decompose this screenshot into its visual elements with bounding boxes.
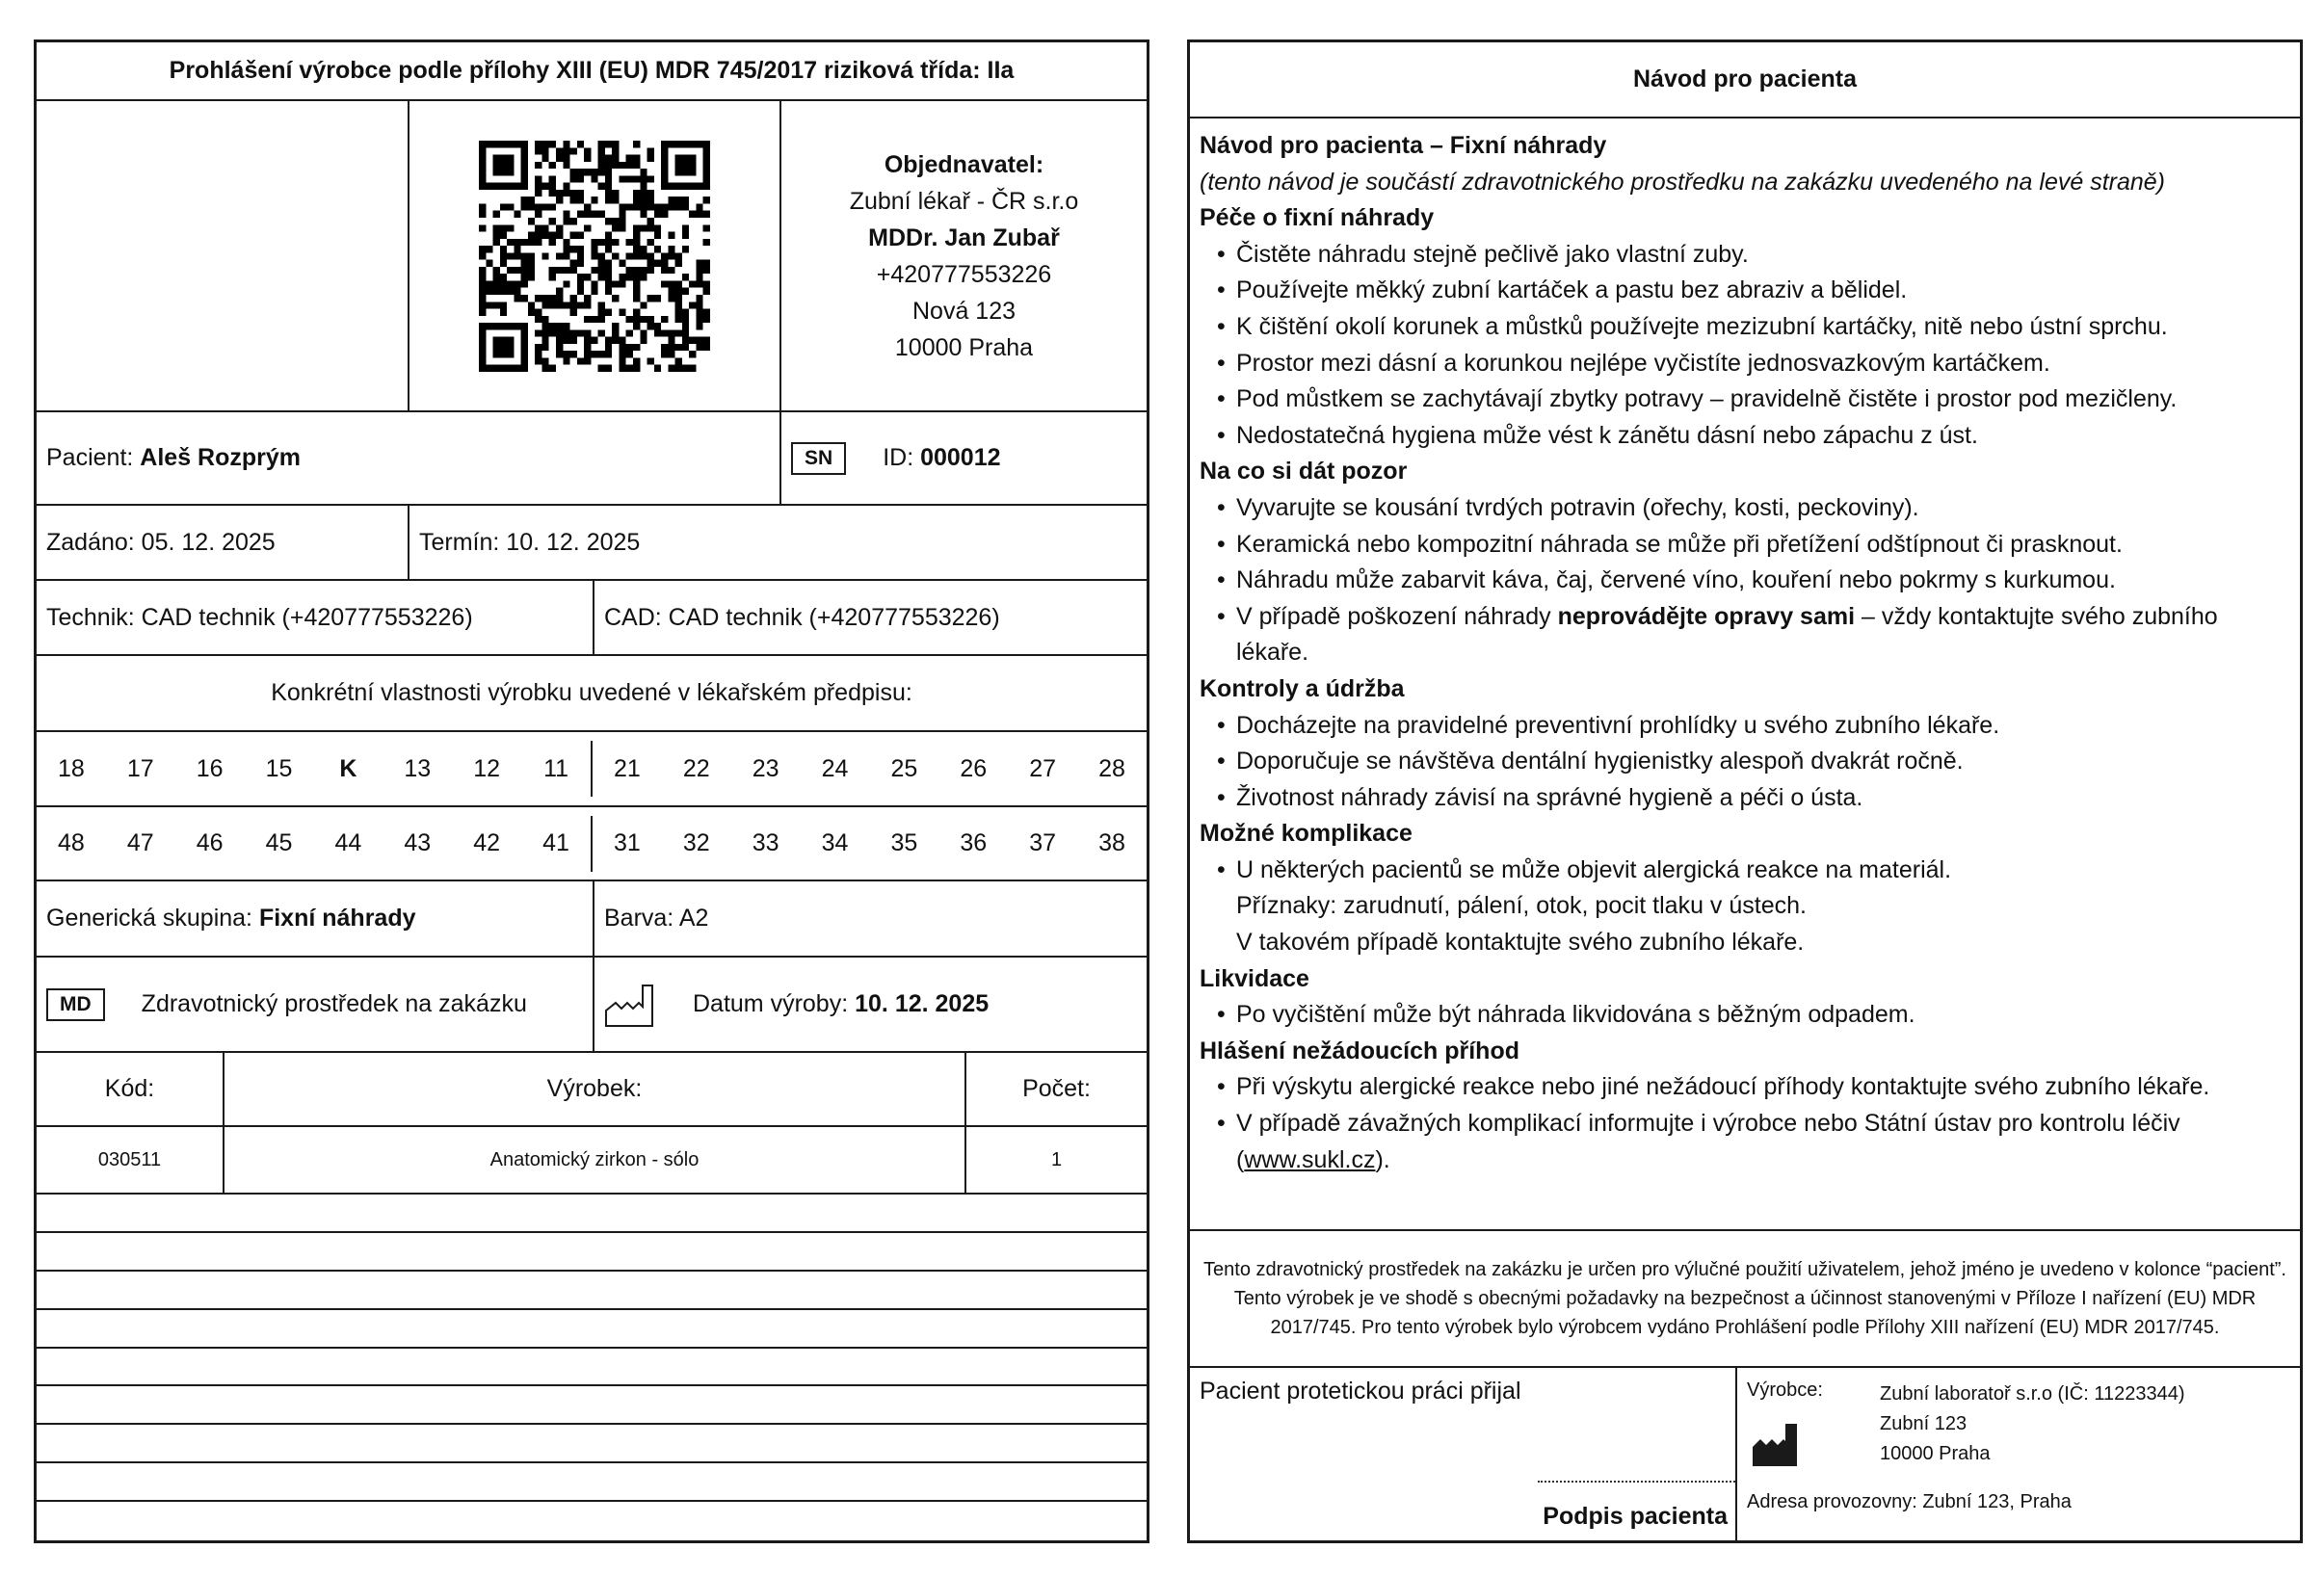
- declaration-panel: [34, 39, 1149, 1543]
- orderer-doctor: MDDr. Jan Zubař: [868, 223, 1060, 251]
- tooth-46[interactable]: 46: [196, 829, 224, 856]
- md-cell: [37, 958, 594, 1051]
- manufacture-date-icon: [604, 982, 656, 1028]
- shade-color: Barva: A2: [604, 905, 709, 932]
- guide-list-item: • Náhradu může zabarvit káva, čaj, červené víno, kouření nebo pokrmy s kurkumou.: [1200, 563, 2290, 599]
- table-row: [37, 1127, 1147, 1195]
- tooth-21[interactable]: 21: [614, 754, 641, 782]
- tooth-K[interactable]: K: [339, 754, 357, 782]
- empty-table-row[interactable]: [37, 1272, 1147, 1310]
- qr-code-icon: [479, 141, 710, 372]
- empty-table-row[interactable]: [37, 1349, 1147, 1387]
- warning-text-end: – vždy kontaktujte svého zubního: [1855, 602, 2218, 630]
- generic-label: Generická skupina:: [46, 905, 253, 932]
- md-badge-icon: MD: [46, 988, 105, 1021]
- sukl-link-line: [1200, 1143, 2290, 1179]
- technician-row: [37, 581, 1147, 656]
- orderer-company: Zubní lékař - ČR s.r.o: [849, 187, 1079, 215]
- product-code: 030511: [37, 1127, 224, 1193]
- teeth-upper-row: [37, 732, 1147, 807]
- tooth-13[interactable]: 13: [404, 754, 432, 782]
- guide-subtitle: (tento návod je součástí zdravotnického prostředku na zakázku uvedeného na levé straně): [1200, 168, 2166, 196]
- tooth-34[interactable]: 34: [821, 829, 849, 856]
- guide-list-item: • Keramická nebo kompozitní náhrada se může při přetížení odštípnout či prasknout.: [1200, 527, 2290, 564]
- tooth-38[interactable]: 38: [1098, 829, 1125, 856]
- tooth-35[interactable]: 35: [890, 829, 918, 856]
- manufacturer-city: 10000 Praha: [1880, 1443, 1991, 1464]
- empty-table-row[interactable]: [37, 1463, 1147, 1502]
- patient-label: Pacient:: [46, 444, 134, 471]
- orderer-block: [781, 101, 1147, 410]
- product-name: Anatomický zirkon - sólo: [224, 1127, 966, 1193]
- teeth-upper: [37, 732, 1147, 805]
- warning-continuation: lékaře.: [1236, 639, 1309, 667]
- signature-label: Podpis pacienta: [1543, 1503, 1728, 1530]
- guide-section-title: Likvidace: [1200, 964, 1309, 992]
- orderer-label: Objednavatel:: [884, 150, 1044, 178]
- qr-section: [37, 101, 1147, 412]
- col-product: Výrobek:: [224, 1053, 966, 1125]
- guide-list-item: • Při výskytu alergické reakce nebo jiné nežádoucí příhody kontaktujte svého zubního lékaře.: [1200, 1069, 2290, 1106]
- deadline-date: Termín: 10. 12. 2025: [419, 528, 641, 556]
- paren-open: (: [1236, 1145, 1245, 1173]
- md-row: [37, 958, 1147, 1053]
- manufacturer-block: [1737, 1368, 2300, 1540]
- patient-acceptance: [1190, 1368, 1737, 1540]
- guide-section-title: Na co si dát pozor: [1200, 458, 1408, 486]
- properties-heading-row: [37, 656, 1147, 732]
- technician: Technik: CAD technik (+420777553226): [37, 581, 594, 654]
- guide-list-item: • Docházejte na pravidelné preventivní prohlídky u svého zubního lékaře.: [1200, 708, 2290, 745]
- signature-line[interactable]: [1538, 1481, 1735, 1483]
- guide-list-item: • Vyvarujte se kousání tvrdých potravin (ořechy, kosti, peckoviny).: [1200, 490, 2290, 527]
- tooth-37[interactable]: 37: [1029, 829, 1057, 856]
- guide-section-title: Možné komplikace: [1200, 820, 1413, 848]
- tooth-36[interactable]: 36: [960, 829, 988, 856]
- patient-name: Aleš Rozprým: [140, 444, 302, 471]
- id-cell: [781, 412, 1147, 504]
- qr-cell: [409, 101, 781, 410]
- id-label: ID:: [883, 444, 914, 471]
- product-count: 1: [1050, 1148, 1063, 1170]
- product-table-header: [37, 1053, 1147, 1127]
- patient-cell: [37, 412, 781, 504]
- tooth-26[interactable]: 26: [960, 754, 988, 782]
- patient-guide-panel: [1187, 39, 2303, 1543]
- tooth-22[interactable]: 22: [682, 754, 710, 782]
- orderer-phone: +420777553226: [876, 260, 1052, 288]
- tooth-43[interactable]: 43: [404, 829, 432, 856]
- manufacturer-street: Zubní 123: [1880, 1413, 1967, 1434]
- declaration-header: [37, 42, 1147, 101]
- manufacturer-factory-icon: [1751, 1422, 1799, 1468]
- tooth-41[interactable]: 41: [542, 829, 569, 856]
- guide-sections: [1200, 200, 2290, 1178]
- orderer-street: Nová 123: [911, 297, 1017, 325]
- guide-section-title: Hlášení nežádoucích příhod: [1200, 1037, 1519, 1064]
- cad-technician: CAD: CAD technik (+420777553226): [604, 603, 1000, 631]
- guide-list-item: • Čistěte náhradu stejně pečlivě jako vlastní zuby.: [1200, 237, 2290, 274]
- tooth-44[interactable]: 44: [334, 829, 362, 856]
- generic-group: [37, 881, 594, 956]
- tooth-28[interactable]: 28: [1098, 754, 1125, 782]
- col-count: Počet:: [1022, 1075, 1091, 1102]
- tooth-18[interactable]: 18: [58, 754, 85, 782]
- guide-list-item: • Doporučuje se návštěva dentální hygienistky alespoň dvakrát ročně.: [1200, 744, 2290, 780]
- guide-title: Návod pro pacienta: [1633, 66, 1857, 92]
- tooth-15[interactable]: 15: [265, 754, 293, 782]
- sn-badge-icon: SN: [791, 442, 846, 475]
- empty-table-row[interactable]: [37, 1386, 1147, 1425]
- manufacturer-address: [1880, 1379, 2184, 1469]
- guide-header: [1190, 42, 2300, 118]
- teeth-lower-row: [37, 807, 1147, 881]
- guide-list-item: • K čištění okolí korunek a můstků používejte mezizubní kartáčky, nitě nebo ústní sprchu.: [1200, 309, 2290, 346]
- sukl-link[interactable]: www.sukl.cz: [1244, 1145, 1376, 1173]
- tooth-42[interactable]: 42: [473, 829, 501, 856]
- submitted-date: Zadáno: 05. 12. 2025: [37, 506, 409, 579]
- guide-warning-item: [1200, 599, 2290, 636]
- declaration-title: Prohlášení výrobce podle přílohy XIII (EU) MDR 745/2017 riziková třída: IIa: [169, 57, 1015, 84]
- tooth-45[interactable]: 45: [265, 829, 293, 856]
- generic-value: Fixní náhrady: [258, 905, 416, 932]
- empty-table-row[interactable]: [37, 1195, 1147, 1233]
- properties-heading: Konkrétní vlastnosti výrobku uvedené v lékařském předpisu:: [271, 679, 912, 706]
- guide-list-item: • U některých pacientů se může objevit alergická reakce na materiál.: [1200, 853, 2290, 889]
- orderer-city: 10000 Praha: [894, 333, 1034, 361]
- guide-list-item: • Životnost náhrady závisí na správné hygieně a péči o ústa.: [1200, 780, 2290, 817]
- mfg-date-cell: [594, 958, 1147, 1051]
- tooth-25[interactable]: 25: [890, 754, 918, 782]
- guide-list-item: • Po vyčištění může být náhrada likvidována s běžným odpadem.: [1200, 997, 2290, 1034]
- guide-list-item: • Prostor mezi dásní a korunkou nejlépe vyčistíte jednosvazkovým kartáčkem.: [1200, 346, 2290, 382]
- manufacturer-label: Výrobce:: [1747, 1379, 1823, 1401]
- empty-table-row[interactable]: [37, 1233, 1147, 1272]
- legal-note: Tento zdravotnický prostředek na zakázku je určen pro výlučné použití uživatelem, jehož jméno je uvedeno v kolonce “pacient”. Tento výrobek je ve shodě s obecnými požadavky na bezpečnost a účinnost stanovenými v Příloze I nařízení (EU) MDR 2017/745. Pro tento výrobek bylo výrobcem vydáno Prohlášení podle Přílohy XIII nařízení (EU) MDR 2017/745.: [1190, 1229, 2300, 1368]
- premises-address: Adresa provozovny: Zubní 123, Praha: [1747, 1491, 2072, 1512]
- guide-list-item: • Pod můstkem se zachytávají zbytky potravy – pravidelně čistěte i prostor pod mezičleny.: [1200, 381, 2290, 418]
- col-code: Kód:: [37, 1053, 224, 1125]
- tooth-17[interactable]: 17: [126, 754, 154, 782]
- tooth-16[interactable]: 16: [196, 754, 224, 782]
- warning-bold: neprovádějte opravy sami: [1557, 602, 1856, 630]
- patient-row: [37, 412, 1147, 506]
- guide-heading: Návod pro pacienta – Fixní náhrady: [1200, 132, 1607, 159]
- teeth-lower: [37, 807, 1147, 880]
- generic-row: [37, 881, 1147, 958]
- acceptance-label: Pacient protetickou práci přijal: [1200, 1378, 1521, 1405]
- tooth-12[interactable]: 12: [473, 754, 501, 782]
- mfg-label: Datum výroby:: [693, 990, 849, 1017]
- dates-row: [37, 506, 1147, 581]
- empty-table-row[interactable]: [37, 1425, 1147, 1463]
- acceptance-block: [1190, 1368, 2300, 1540]
- guide-content: [1200, 118, 2290, 1178]
- empty-table-row[interactable]: [37, 1310, 1147, 1349]
- tooth-33[interactable]: 33: [752, 829, 779, 856]
- tooth-48[interactable]: 48: [58, 829, 85, 856]
- empty-table-row[interactable]: [37, 1502, 1147, 1540]
- warning-text: V případě poškození náhrady: [1236, 602, 1558, 630]
- tooth-47[interactable]: 47: [126, 829, 154, 856]
- mfg-date: 10. 12. 2025: [855, 990, 990, 1017]
- tooth-32[interactable]: 32: [682, 829, 710, 856]
- paren-close: ).: [1375, 1145, 1390, 1173]
- empty-logo-cell: [37, 101, 409, 410]
- manufacturer-name: Zubní laboratoř s.r.o (IČ: 11223344): [1880, 1383, 2185, 1405]
- tooth-27[interactable]: 27: [1029, 754, 1057, 782]
- guide-list-item: • Používejte měkký zubní kartáček a pastu bez abraziv a bělidel.: [1200, 273, 2290, 309]
- guide-extra-line: V takovém případě kontaktujte svého zubního lékaře.: [1236, 929, 1805, 957]
- guide-list-item: • Nedostatečná hygiena může vést k zánětu dásní nebo zápachu z úst.: [1200, 418, 2290, 455]
- tooth-11[interactable]: 11: [543, 754, 569, 782]
- md-text: Zdravotnický prostředek na zakázku: [141, 990, 527, 1017]
- tooth-23[interactable]: 23: [752, 754, 779, 782]
- guide-extra-line: Příznaky: zarudnutí, pálení, otok, pocit tlaku v ústech.: [1236, 892, 1807, 920]
- guide-section-title: Kontroly a údržba: [1200, 674, 1405, 702]
- guide-list-item: • V případě závažných komplikací informujte i výrobce nebo Státní ústav pro kontrolu léčiv: [1200, 1106, 2290, 1143]
- tooth-31[interactable]: 31: [614, 829, 641, 856]
- id-value: 000012: [920, 444, 1001, 471]
- guide-section-title: Péče o fixní náhrady: [1200, 204, 1435, 232]
- tooth-24[interactable]: 24: [821, 754, 849, 782]
